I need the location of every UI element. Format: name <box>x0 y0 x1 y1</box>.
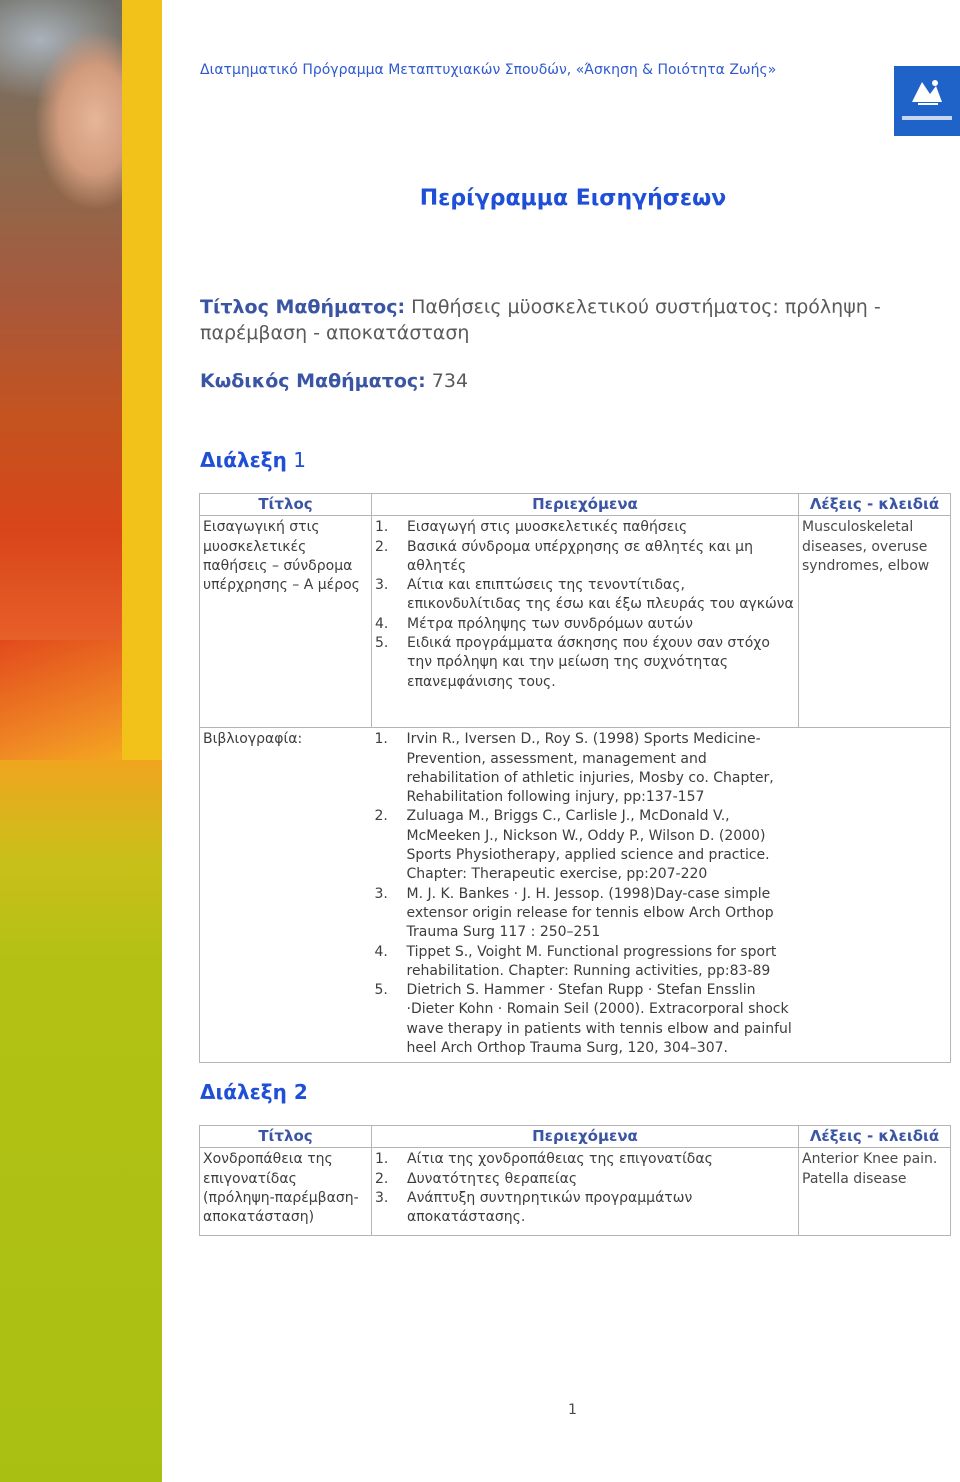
keywords-cell: Anterior Knee pain. Patella disease <box>799 1148 951 1236</box>
lecture-title-cell: Εισαγωγική στις μυοσκελετικές παθήσεις – σύνδρομα υπέρχρησης – Α μέρος <box>200 516 372 728</box>
list-item: 3. Ανάπτυξη συντηρητικών προγραμμάτων αποκατάστασης. <box>375 1189 693 1226</box>
program-header: Διατμηματικό Πρόγραμμα Μεταπτυχιακών Σπουδών, «Άσκηση & Ποιότητα Ζωής» <box>200 62 777 78</box>
header-keywords: Λέξεις - κλειδιά <box>799 494 951 516</box>
header-keywords: Λέξεις - κλειδιά <box>799 1126 951 1148</box>
list-item: 4. Tippet S., Voight M. Functional progressions for sport rehabilitation. Chapter: Running activities, pp:83-89 <box>374 943 777 979</box>
course-title <box>200 294 890 346</box>
logo-caption <box>902 116 952 120</box>
lecture-heading-prefix: Διάλεξη <box>200 448 287 472</box>
course-code <box>200 370 468 392</box>
header-title: Τίτλος <box>200 494 372 516</box>
decorative-side-band <box>0 0 162 1482</box>
lecture-contents-cell <box>372 1148 799 1236</box>
list-item: 4. Μέτρα πρόληψης των συνδρόμων αυτών <box>375 615 693 632</box>
list-item: 2. Δυνατότητες θεραπείας <box>375 1170 578 1187</box>
lecture-heading-number: 2 <box>293 1080 308 1104</box>
lecture-heading-number: 1 <box>293 448 306 472</box>
header-content: Περιεχόμενα <box>372 1126 799 1148</box>
lecture-title-cell: Χονδροπάθεια της επιγονατίδας (πρόληψη-παρέμβαση-αποκατάσταση) <box>200 1148 372 1236</box>
lecture-contents-cell <box>372 516 799 728</box>
bibliography-list <box>375 730 795 1058</box>
keywords-cell: Musculoskeletal diseases, overuse syndromes, elbow <box>799 516 951 728</box>
list-item: 1. Irvin R., Iversen D., Roy S. (1998) Sports Medicine-Prevention, assessment, management and rehabilitation of athletic injuries, Mosby co. Chapter, Rehabilitation following injury, pp:137-157 <box>374 731 774 806</box>
course-code-label: Κωδικός Μαθήματος: <box>200 370 426 392</box>
bibliography-label: Βιβλιογραφία: <box>200 728 372 1063</box>
list-item: 5. Ειδικά προγράμματα άσκησης που έχουν σαν στόχο την πρόληψη και την μείωση της συχνότητας επανεμφάνισης τους. <box>375 635 770 690</box>
header-content: Περιεχόμενα <box>372 494 799 516</box>
yellow-strip <box>122 0 162 760</box>
list-item: 5. Dietrich S. Hammer · Stefan Rupp · Stefan Ensslin ·Dieter Kohn · Romain Seil (2000). Extracorporal shock wave therapy in patients with tennis elbow and painful heel Arch Orthop Trauma Surg, 120, 304–307. <box>374 982 792 1057</box>
table-header-row <box>200 1126 951 1148</box>
lecture-1-table <box>199 493 951 1063</box>
bibliography-cell <box>372 728 951 1063</box>
table-row <box>200 728 951 1063</box>
lecture-2-table <box>199 1125 951 1236</box>
page-title: Περίγραμμα Εισηγήσεων <box>419 186 727 211</box>
header-title: Τίτλος <box>200 1126 372 1148</box>
university-logo-icon <box>894 66 960 136</box>
logo-emblem-icon <box>908 76 946 110</box>
lecture-2-heading <box>200 1080 308 1104</box>
list-item: 3. Αίτια και επιπτώσεις της τενοντίτιδας, επικονδυλίτιδας της έσω και έξω πλευράς του αγκώνα <box>375 577 794 613</box>
list-item: 3. M. J. K. Bankes · J. H. Jessop. (1998)Day-case simple extensor origin release for tennis elbow Arch Orthop Trauma Surg 117 : 250–251 <box>374 885 774 941</box>
contents-list <box>375 518 795 692</box>
list-item: 2. Zuluaga M., Briggs C., Carlisle J., McDonald V., McMeeken J., Nickson W., Oddy P., Wilson D. (2000) Sports Physiotherapy, applied science and practice. Chapter: Therapeutic exercise, pp:207-220 <box>374 808 770 883</box>
course-title-value: Παθήσεις μϋοσκελετικού συστήματος: πρόληψη - παρέμβαση - αποκατάσταση <box>200 296 881 344</box>
course-code-value: 734 <box>431 370 469 392</box>
list-item: 1. Εισαγωγή στις μυοσκελετικές παθήσεις <box>375 519 688 536</box>
lecture-heading-prefix: Διάλεξη <box>200 1080 287 1104</box>
list-item: 2. Βασικά σύνδρομα υπέρχρησης σε αθλητές και μη αθλητές <box>375 538 753 574</box>
table-row <box>200 516 951 728</box>
page-number: 1 <box>568 1402 577 1418</box>
contents-list <box>375 1150 795 1227</box>
table-row <box>200 1148 951 1236</box>
green-band <box>0 760 162 1482</box>
table-header-row <box>200 494 951 516</box>
lecture-1-heading <box>200 448 306 472</box>
list-item: 1. Αίτια της χονδροπάθειας της επιγονατίδας <box>375 1151 713 1168</box>
course-title-label: Τίτλος Μαθήματος: <box>200 296 406 318</box>
